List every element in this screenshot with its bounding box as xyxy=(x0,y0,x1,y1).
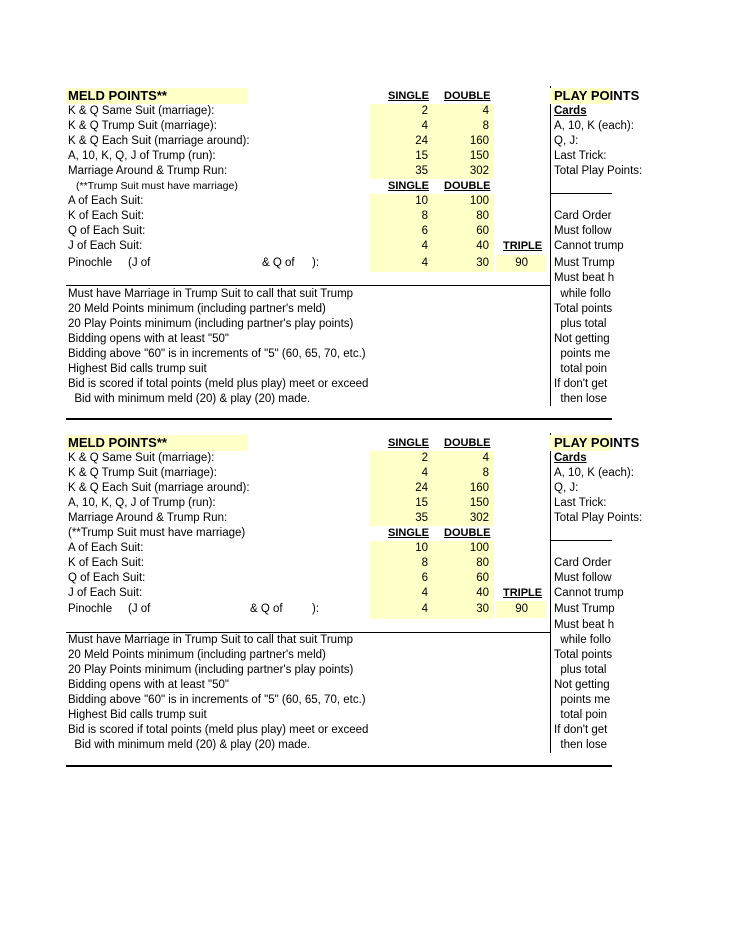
meld-row-label: K & Q Each Suit (marriage around): xyxy=(68,482,250,494)
each-row-label: Q of Each Suit: xyxy=(68,225,146,237)
play-line: points me xyxy=(554,348,611,360)
meld-row-single: 35 xyxy=(415,512,428,524)
play-line: A, 10, K (each): xyxy=(554,120,634,132)
rule-line: Bidding opens with at least "50" xyxy=(68,333,229,345)
pinochle-q-of: & Q of xyxy=(250,603,283,615)
meld-row-double: 160 xyxy=(469,482,489,494)
play-line: Card Order xyxy=(554,557,612,569)
meld-row-single: 15 xyxy=(415,497,428,509)
play-line: then lose xyxy=(554,739,608,751)
rule-line: Bid with minimum meld (20) & play (20) made. xyxy=(68,393,311,405)
each-row-single: 8 xyxy=(421,557,428,569)
meld-row-label: K & Q Trump Suit (marriage): xyxy=(68,467,217,479)
play-line: Must Trump xyxy=(554,603,615,615)
each-row-double: 80 xyxy=(476,557,489,569)
rule-line: Highest Bid calls trump suit xyxy=(68,363,207,375)
each-row-label: J of Each Suit: xyxy=(68,240,143,252)
play-line: Cannot trump xyxy=(554,587,624,599)
trump-note: (**Trump Suit must have marriage) xyxy=(76,180,238,192)
each-row-single: 10 xyxy=(415,542,428,554)
play-line: Total points xyxy=(554,649,613,661)
rule-line: Bidding above "60" is in increments of "5" (60, 65, 70, etc.) xyxy=(68,694,366,706)
meld-row-double: 4 xyxy=(482,105,489,117)
rule-line: Bidding opens with at least "50" xyxy=(68,679,229,691)
each-row-double: 40 xyxy=(476,587,489,599)
pinochle-single: 4 xyxy=(421,257,428,269)
play-line: Last Trick: xyxy=(554,497,607,509)
each-row-single: 4 xyxy=(421,587,428,599)
rule-line: Bid is scored if total points (meld plus play) meet or exceed xyxy=(68,378,369,390)
meld-row-label: Marriage Around & Trump Run: xyxy=(68,512,228,524)
play-rule xyxy=(550,540,612,541)
each-row-double: 60 xyxy=(476,225,489,237)
play-line: Total points xyxy=(554,303,613,315)
play-points-title: PLAY POINTS xyxy=(554,435,640,450)
play-line: total poin xyxy=(554,709,608,721)
play-rule xyxy=(550,193,612,194)
each-row-single: 10 xyxy=(415,195,428,207)
pinochle-triple: 90 xyxy=(515,257,528,269)
each-row-label: K of Each Suit: xyxy=(68,210,145,222)
pinochle-double: 30 xyxy=(476,603,489,615)
meld-row-label: A, 10, K, Q, J of Trump (run): xyxy=(68,150,216,162)
meld-row-single: 2 xyxy=(421,452,428,464)
meld-row-single: 4 xyxy=(421,120,428,132)
meld-row-double: 150 xyxy=(469,150,489,162)
play-points-panel xyxy=(550,86,643,431)
cards-header: Cards xyxy=(554,105,587,117)
play-line: Q, J: xyxy=(554,135,579,147)
play-line: Q, J: xyxy=(554,482,579,494)
sheet-bottom-rule xyxy=(66,765,612,767)
play-line: If don't get xyxy=(554,378,608,390)
play-line: then lose xyxy=(554,393,608,405)
play-line: while follo xyxy=(554,288,611,300)
rule-line: 20 Play Points minimum (including partner's play points) xyxy=(68,664,354,676)
each-row-label: K of Each Suit: xyxy=(68,557,145,569)
cards-header: Cards xyxy=(554,452,587,464)
double-header: DOUBLE xyxy=(444,90,491,102)
triple-header: TRIPLE xyxy=(503,587,543,599)
meld-row-single: 15 xyxy=(415,150,428,162)
meld-points-title: MELD POINTS** xyxy=(68,88,167,103)
play-line: total poin xyxy=(554,363,608,375)
play-line: A, 10, K (each): xyxy=(554,467,634,479)
play-line: Not getting xyxy=(554,679,610,691)
play-line: Must follow xyxy=(554,572,612,584)
play-line: while follo xyxy=(554,634,611,646)
meld-row-single: 2 xyxy=(421,105,428,117)
meld-row-double: 4 xyxy=(482,452,489,464)
pinochle-triple: 90 xyxy=(515,603,528,615)
meld-row-single: 24 xyxy=(415,135,428,147)
double-header: DOUBLE xyxy=(444,437,491,449)
meld-row-label: A, 10, K, Q, J of Trump (run): xyxy=(68,497,216,509)
play-line: Must follow xyxy=(554,225,612,237)
meld-row-double: 150 xyxy=(469,497,489,509)
play-points-panel xyxy=(550,433,643,778)
play-points-title: PLAY POINTS xyxy=(554,88,640,103)
each-row-double: 60 xyxy=(476,572,489,584)
meld-row-label: K & Q Same Suit (marriage): xyxy=(68,105,215,117)
scoresheet-2 xyxy=(0,433,736,778)
each-row-single: 4 xyxy=(421,240,428,252)
each-row-single: 6 xyxy=(421,225,428,237)
play-line: points me xyxy=(554,694,611,706)
meld-row-double: 8 xyxy=(482,120,489,132)
meld-row-single: 4 xyxy=(421,467,428,479)
play-line: Cannot trump xyxy=(554,240,624,252)
double-header: DOUBLE xyxy=(444,527,491,539)
play-line: Not getting xyxy=(554,333,610,345)
rule-line: Must have Marriage in Trump Suit to call that suit Trump xyxy=(68,634,354,646)
each-row-double: 80 xyxy=(476,210,489,222)
each-row-label: Q of Each Suit: xyxy=(68,572,146,584)
single-header: SINGLE xyxy=(388,180,429,192)
pinochle-close: ): xyxy=(312,257,320,269)
meld-row-label: K & Q Each Suit (marriage around): xyxy=(68,135,250,147)
play-line: Card Order xyxy=(554,210,612,222)
pinochle-j-of: (J of xyxy=(128,603,151,615)
single-header: SINGLE xyxy=(388,90,429,102)
each-row-double: 100 xyxy=(469,542,489,554)
rules-top-rule xyxy=(66,285,550,286)
meld-row-label: K & Q Same Suit (marriage): xyxy=(68,452,215,464)
double-header: DOUBLE xyxy=(444,180,491,192)
play-line: plus total xyxy=(554,664,607,676)
each-row-single: 6 xyxy=(421,572,428,584)
each-row-label: J of Each Suit: xyxy=(68,587,143,599)
each-row-label: A of Each Suit: xyxy=(68,195,144,207)
rule-line: Bidding above "60" is in increments of "5" (60, 65, 70, etc.) xyxy=(68,348,366,360)
single-header: SINGLE xyxy=(388,437,429,449)
triple-header: TRIPLE xyxy=(503,240,543,252)
rule-line: 20 Meld Points minimum (including partner's meld) xyxy=(68,303,326,315)
meld-row-single: 35 xyxy=(415,165,428,177)
rule-line: 20 Play Points minimum (including partner's play points) xyxy=(68,318,354,330)
play-line: Total Play Points: xyxy=(554,165,643,177)
meld-row-double: 302 xyxy=(469,512,489,524)
pinochle-close: ): xyxy=(312,603,320,615)
meld-row-double: 8 xyxy=(482,467,489,479)
meld-row-double: 302 xyxy=(469,165,489,177)
play-line: Must beat h xyxy=(554,619,615,631)
each-row-label: A of Each Suit: xyxy=(68,542,144,554)
single-header: SINGLE xyxy=(388,527,429,539)
play-line: Last Trick: xyxy=(554,150,607,162)
play-line: If don't get xyxy=(554,724,608,736)
pinochle-q-of: & Q of xyxy=(262,257,295,269)
pinochle-label: Pinochle xyxy=(68,603,113,615)
meld-points-title: MELD POINTS** xyxy=(68,435,167,450)
rule-line: Bid is scored if total points (meld plus play) meet or exceed xyxy=(68,724,369,736)
each-row-double: 40 xyxy=(476,240,489,252)
meld-row-label: K & Q Trump Suit (marriage): xyxy=(68,120,217,132)
scoresheet-1 xyxy=(0,86,736,431)
pinochle-double: 30 xyxy=(476,257,489,269)
pinochle-label: Pinochle xyxy=(68,257,113,269)
meld-row-label: Marriage Around & Trump Run: xyxy=(68,165,228,177)
pinochle-single: 4 xyxy=(421,603,428,615)
sheet-bottom-rule xyxy=(66,418,612,420)
rule-line: Must have Marriage in Trump Suit to call that suit Trump xyxy=(68,288,354,300)
meld-row-single: 24 xyxy=(415,482,428,494)
rule-line: 20 Meld Points minimum (including partner's meld) xyxy=(68,649,326,661)
meld-row-double: 160 xyxy=(469,135,489,147)
play-line: Must beat h xyxy=(554,272,615,284)
each-row-single: 8 xyxy=(421,210,428,222)
pinochle-j-of: (J of xyxy=(128,257,151,269)
rule-line: Highest Bid calls trump suit xyxy=(68,709,207,721)
play-line: Total Play Points: xyxy=(554,512,643,524)
rule-line: Bid with minimum meld (20) & play (20) made. xyxy=(68,739,311,751)
play-line: plus total xyxy=(554,318,607,330)
trump-note: (**Trump Suit must have marriage) xyxy=(68,527,246,539)
play-line: Must Trump xyxy=(554,257,615,269)
each-row-double: 100 xyxy=(469,195,489,207)
